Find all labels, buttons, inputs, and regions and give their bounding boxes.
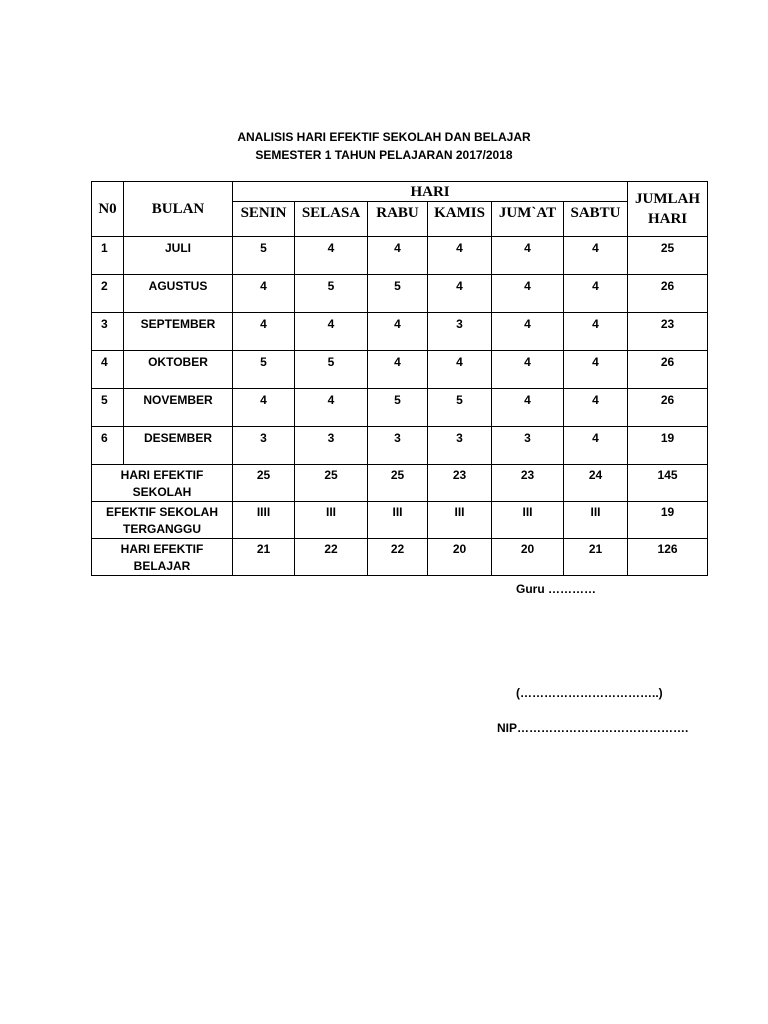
header-day: JUM`AT: [492, 202, 564, 237]
cell-day: 4: [428, 275, 492, 313]
cell-bulan: DESEMBER: [124, 427, 233, 465]
table-row: [92, 351, 708, 389]
cell-jumlah: 26: [628, 389, 708, 427]
cell-jumlah: 19: [628, 502, 708, 539]
cell-day: 25: [233, 465, 295, 502]
cell-day: 5: [295, 351, 368, 389]
header-hari: HARI: [233, 182, 628, 202]
cell-bulan: OKTOBER: [124, 351, 233, 389]
cell-day: III: [492, 502, 564, 539]
cell-jumlah: 19: [628, 427, 708, 465]
summary-label-line2: BELAJAR: [133, 559, 191, 573]
cell-day: 4: [492, 275, 564, 313]
cell-day: 5: [233, 237, 295, 275]
cell-day: 5: [368, 275, 428, 313]
table-row: [92, 237, 708, 275]
summary-label-line1: HARI EFEKTIF: [120, 468, 204, 482]
cell-day: 4: [492, 389, 564, 427]
cell-day: 3: [233, 427, 295, 465]
cell-day: 22: [368, 539, 428, 576]
cell-day: 4: [233, 275, 295, 313]
nip-label: NIP…………………………………….: [497, 721, 689, 735]
cell-day: 4: [564, 427, 628, 465]
cell-day: 3: [295, 427, 368, 465]
cell-day: III: [295, 502, 368, 539]
cell-day: 5: [295, 275, 368, 313]
cell-bulan: AGUSTUS: [124, 275, 233, 313]
title-line-2: SEMESTER 1 TAHUN PELAJARAN 2017/2018: [255, 148, 513, 162]
cell-day: 4: [295, 389, 368, 427]
cell-jumlah: 126: [628, 539, 708, 576]
cell-day: 5: [368, 389, 428, 427]
cell-day: 4: [564, 313, 628, 351]
header-day: SELASA: [295, 202, 368, 237]
cell-day: 4: [368, 351, 428, 389]
cell-day: 3: [368, 427, 428, 465]
effective-days-table: [91, 181, 708, 576]
cell-day: 20: [492, 539, 564, 576]
guru-label: Guru …………: [516, 582, 596, 596]
cell-no: 5: [92, 389, 124, 427]
header-day: SABTU: [564, 202, 628, 237]
cell-day: IIII: [233, 502, 295, 539]
header-no: N0: [92, 182, 124, 237]
cell-no: 4: [92, 351, 124, 389]
cell-day: 4: [295, 313, 368, 351]
cell-jumlah: 23: [628, 313, 708, 351]
cell-bulan: SEPTEMBER: [124, 313, 233, 351]
cell-day: 3: [492, 427, 564, 465]
cell-day: 4: [564, 389, 628, 427]
cell-day: 5: [428, 389, 492, 427]
cell-no: 6: [92, 427, 124, 465]
cell-day: 4: [428, 351, 492, 389]
header-bulan: BULAN: [124, 182, 233, 237]
cell-day: III: [368, 502, 428, 539]
cell-jumlah: 26: [628, 351, 708, 389]
table-row: [92, 313, 708, 351]
signature-name-placeholder: (……………………………..): [516, 686, 663, 700]
cell-day: III: [428, 502, 492, 539]
cell-day: 4: [564, 275, 628, 313]
cell-no: 3: [92, 313, 124, 351]
cell-day: 4: [492, 313, 564, 351]
cell-jumlah: 26: [628, 275, 708, 313]
cell-no: 2: [92, 275, 124, 313]
cell-jumlah: 145: [628, 465, 708, 502]
cell-day: 3: [428, 313, 492, 351]
table-row: [92, 427, 708, 465]
cell-day: 4: [492, 237, 564, 275]
cell-day: 4: [368, 313, 428, 351]
cell-jumlah: 25: [628, 237, 708, 275]
document-title: [0, 128, 768, 164]
table-row: [92, 275, 708, 313]
header-jumlah-line2: HARI: [647, 211, 688, 227]
cell-day: 21: [564, 539, 628, 576]
summary-label: [92, 502, 233, 539]
cell-bulan: NOVEMBER: [124, 389, 233, 427]
cell-day: 5: [233, 351, 295, 389]
cell-day: 21: [233, 539, 295, 576]
cell-day: 4: [233, 313, 295, 351]
cell-day: 4: [295, 237, 368, 275]
cell-day: 4: [428, 237, 492, 275]
header-day: KAMIS: [428, 202, 492, 237]
cell-day: 4: [368, 237, 428, 275]
cell-day: 23: [492, 465, 564, 502]
summary-label-line2: TERGANGGU: [123, 522, 201, 536]
cell-day: 23: [428, 465, 492, 502]
summary-label-line1: HARI EFEKTIF: [120, 542, 204, 556]
cell-day: 4: [233, 389, 295, 427]
title-line-1: ANALISIS HARI EFEKTIF SEKOLAH DAN BELAJAR: [237, 130, 531, 144]
header-jumlah-hari: [628, 182, 708, 237]
cell-no: 1: [92, 237, 124, 275]
cell-day: 4: [564, 351, 628, 389]
cell-day: 24: [564, 465, 628, 502]
summary-row-hari-efektif-sekolah: [92, 465, 708, 502]
header-day: SENIN: [233, 202, 295, 237]
cell-day: 3: [428, 427, 492, 465]
table-row: [92, 389, 708, 427]
cell-day: 22: [295, 539, 368, 576]
summary-label-line2: SEKOLAH: [132, 485, 192, 499]
header-day: RABU: [368, 202, 428, 237]
header-jumlah-line1: JUMLAH: [635, 191, 701, 207]
summary-row-efektif-sekolah-terganggu: [92, 502, 708, 539]
summary-label-line1: EFEKTIF SEKOLAH: [105, 505, 218, 519]
cell-day: 25: [368, 465, 428, 502]
cell-day: 25: [295, 465, 368, 502]
cell-day: 4: [564, 237, 628, 275]
cell-day: 20: [428, 539, 492, 576]
summary-row-hari-efektif-belajar: [92, 539, 708, 576]
cell-bulan: JULI: [124, 237, 233, 275]
cell-day: 4: [492, 351, 564, 389]
summary-label: [92, 539, 233, 576]
cell-day: III: [564, 502, 628, 539]
summary-label: [92, 465, 233, 502]
